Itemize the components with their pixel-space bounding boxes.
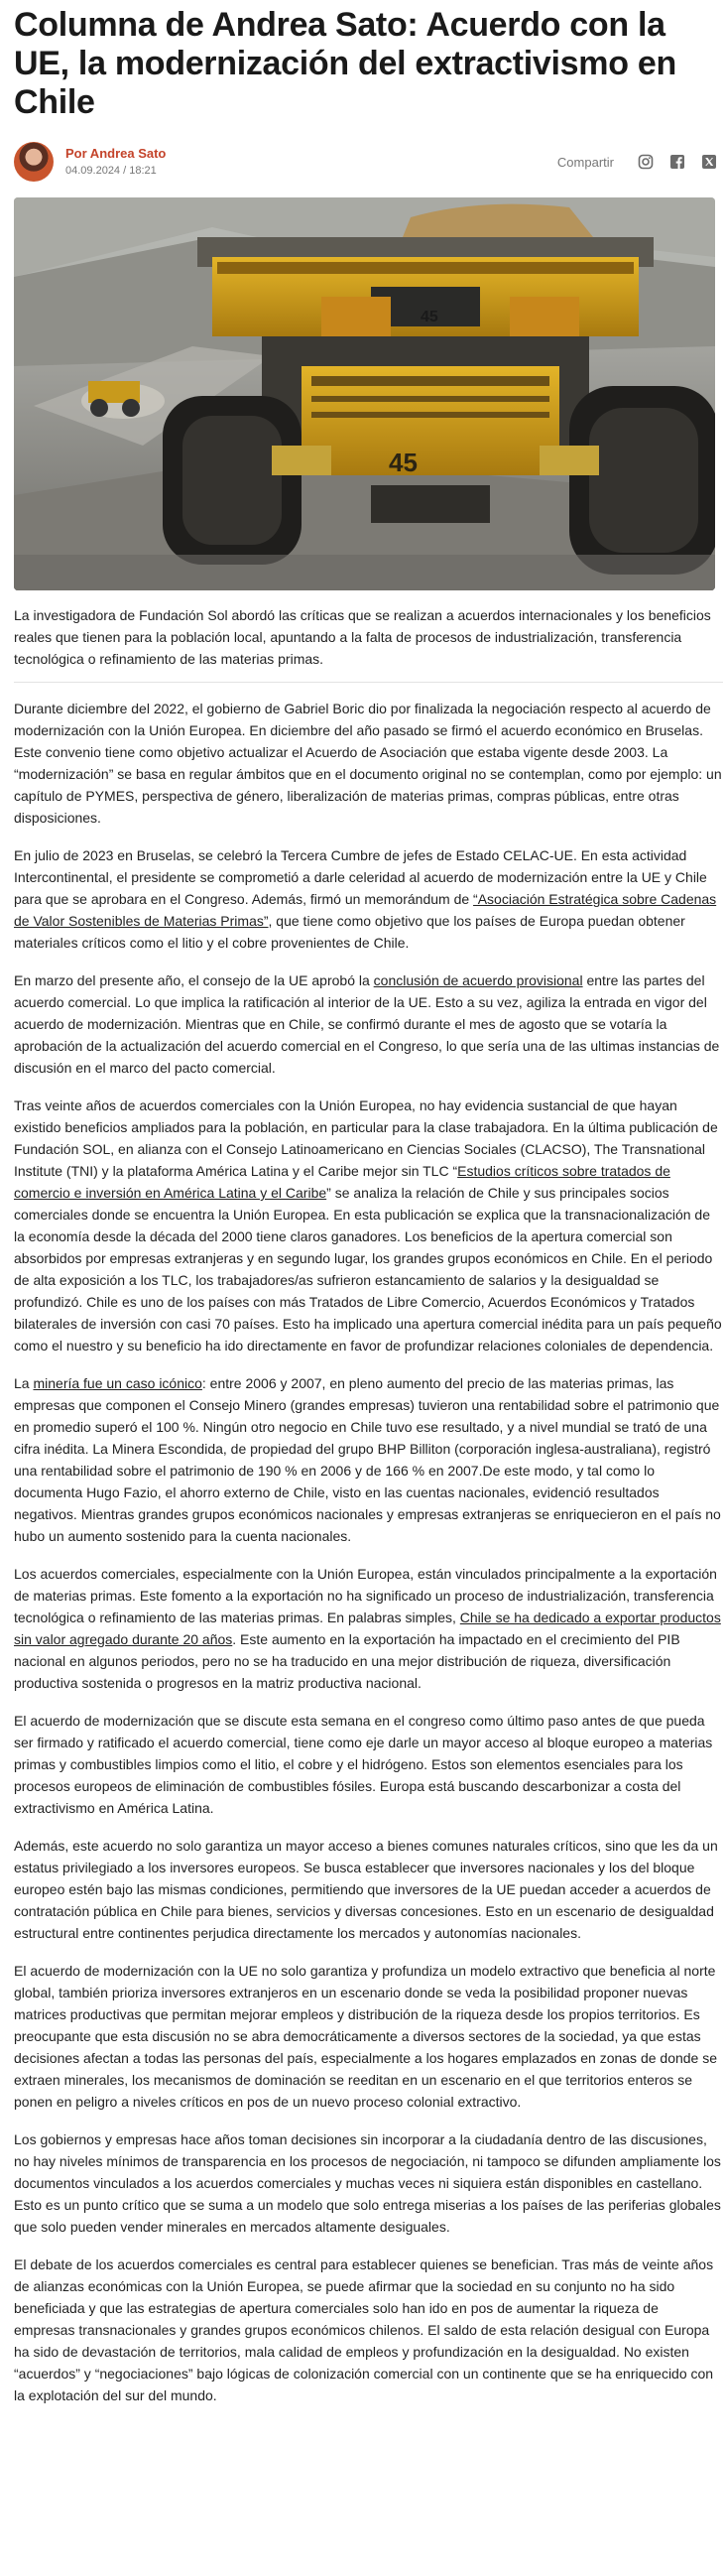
- facebook-icon[interactable]: [669, 154, 685, 170]
- paragraph-10: Los gobiernos y empresas hace años toman decisiones sin incorporar a la ciudadanía dentro de las discusiones, no hay niveles mínimos de transparencia en los procesos de negociación, ni tampoco se difunden ampliamente los documentos vinculados a los acuerdos comerciales y muchas veces ni siquiera están disponibles en castellano. Esto es un punto crítico que se suma a un modelo que solo entrega miserias a los países de las periferias globales que solo pueden vender minerales en mercados altamente desiguales.: [14, 2131, 721, 2235]
- share-bar: [557, 154, 717, 170]
- link-estudios-criticos[interactable]: Estudios críticos sobre tratados de comercio e inversión en América Latina y el Caribe: [14, 1163, 670, 1201]
- paragraph-4: Tras veinte años de acuerdos comerciales con la Unión Europea, no hay evidencia sustancial de que hayan existido beneficios ampliados para la población, en particular para la clase trabajadora. En la última publicación de Fundación SOL, en alianza con el Consejo Latinoamericano en Ciencias Sociales (CLACSO), The Transnational Institute (TNI) y la plataforma América Latina y el Caribe mejor sin TLC “Estudios críticos sobre tratados de comercio e inversión en América Latina y el Caribe” se analiza la relación de Chile y sus principales socios comerciales donde se encuentra la Unión Europea. En esta publicación se explica que la transnacionalización de la economía desde la década del 2000 tiene claros ganadores. Los beneficios de la apertura comercial son absorbidos por empresas extranjeras y en segundo lugar, los grandes grupos económicos en Chile. En el periodo de alta exposición a los TLC, los trabajadores/as sufrieron estancamiento de salarios y la desigualdad se profundizó. Chile es uno de los países con más Tratados de Libre Comercio, Acuerdos Económicos y Tratados bilaterales de inversión con casi 70 países. Esto ha implicado una apertura comercial inédita para un país pequeño como el nuestro y su beneficio ha ido directamente en favor de profundizar relaciones coloniales de dependencia.: [14, 1097, 722, 1353]
- link-asociacion-estrategica[interactable]: “Asociación Estratégica sobre Cadenas de Valor Sostenibles de Materias Primas”: [14, 891, 717, 929]
- article-title: Columna de Andrea Sato: Acuerdo con la UE, la modernización del extractivismo en Chile: [14, 6, 676, 121]
- truck-number-top: 45: [421, 309, 438, 325]
- x-icon[interactable]: [701, 154, 717, 170]
- paragraph-2: En julio de 2023 en Bruselas, se celebró la Tercera Cumbre de jefes de Estado CELAC-UE. En esta actividad Intercontinental, el presidente se comprometió a darle celeridad al acuerdo de modernización entre la UE y Chile para que se aprobara en el Congreso. Además, firmó un memorándum de “Asociación Estratégica sobre Cadenas de Valor Sostenibles de Materias Primas”, que tiene como objetivo que los países de Europa puedan obtener materiales críticos como el litio y el cobre provenientes de Chile.: [14, 847, 717, 951]
- mining-truck-photo: [14, 197, 715, 590]
- byline: [65, 145, 557, 179]
- article-lead: La investigadora de Fundación Sol abordó las críticas que se realizan a acuerdos internacionales y los beneficios reales que tienen para la población local, apuntando a la falta de procesos de industrialización, transferencia tecnológica o refinamiento de las materias primas.: [14, 604, 723, 683]
- paragraph-3: En marzo del presente año, el consejo de la UE aprobó la conclusión de acuerdo provisional entre las partes del acuerdo comercial. Lo que implica la ratificación al interior de la UE. Esto a su vez, agiliza la entrada en vigor del acuerdo de modernización. Mientras que en Chile, se confirmó durante el mes de agosto que se votaría la aprobación de la actualización del acuerdo comercial en el Congreso, lo que sería una de las ultimas instancias de discusión en el marco del pacto comercial.: [14, 972, 720, 1076]
- author-name[interactable]: Por Andrea Sato: [65, 146, 167, 161]
- paragraph-7: El acuerdo de modernización que se discute esta semana en el congreso como último paso antes de que pueda ser firmado y ratificado el acuerdo comercial, tiene como eje darle un mayor acceso al bloque europeo a materias primas y combustibles limpios como el litio, el cobre y el hidrógeno. Estos son elementos esenciales para los procesos europeos de eliminación de combustibles fósiles. Europa está buscando descarbonizar a costa del extractivismo en América Latina.: [14, 1713, 713, 1816]
- instagram-icon[interactable]: [638, 154, 654, 170]
- share-label: Compartir: [556, 154, 614, 170]
- paragraph-9: El acuerdo de modernización con la UE no solo garantiza y profundiza un modelo extractivo que beneficia al norte global, también prioriza inversores extranjeros en un escenario donde se veda la posibilidad proponer nuevas matrices productivas que permitan mejorar empleos y distribución de la riqueza desde los propios territorios. Es preocupante que esta discusión no se abra democráticamente a diversos sectores de la sociedad, ya que estas decisiones afectan a todas las personas del país, especialmente a los hogares emplazados en zonas de donde se extraen minerales, los mecanismos de dominación se reeditan en un escenario en el que territorios enteros se ponen en peligro a niveles críticos en pos de un nuevo proceso colonial extractivo.: [14, 1963, 718, 2110]
- author-avatar[interactable]: [14, 142, 54, 182]
- truck-number-front: 45: [389, 448, 418, 477]
- article-body: [14, 698, 723, 2406]
- link-mineria-caso-iconico[interactable]: minería fue un caso icónico: [33, 1375, 202, 1391]
- hero-image: [14, 197, 715, 590]
- paragraph-5: La minería fue un caso icónico: entre 2006 y 2007, en pleno aumento del precio de las materias primas, las empresas que componen el Consejo Minero (grandes empresas) tuvieron una rentabilidad sobre el patrimonio que en promedio superó el 100 %. Ningún otro negocio en Chile tuvo ese resultado, y a nivel mundial se trató de una cifra inédita. La Minera Escondida, de propiedad del grupo BHP Billiton (corporación inglesa-australiana), registró una rentabilidad sobre el patrimonio de 190 % en 2006 y de 166 % en 2007.De este modo, y tal como lo documenta Hugo Fazio, el ahorro externo de Chile, visto en las cuentas nacionales, evidenció resultados negativos. Mientras grandes grupos económicos nacionales y empresas extranjeras se enriquecieron en el país no hubo un aumento sostenido para la cuenta nacionales.: [14, 1375, 721, 1544]
- paragraph-1: Durante diciembre del 2022, el gobierno de Gabriel Boric dio por finalizada la negociación respecto al acuerdo de modernización con la Unión Europea. En diciembre del año pasado se firmó el acuerdo económico en Bruselas. Este convenio tiene como objetivo actualizar el Acuerdo de Asociación que estaba vigente desde 2003. La “modernización” se basa en regular ámbitos que en el documento original no se contemplan, como por ejemplo: un capítulo de PYMES, perspectiva de género, liberalización de materias primas, compras públicas, entre otras disposiciones.: [14, 701, 722, 826]
- paragraph-11: El debate de los acuerdos comerciales es central para establecer quienes se benefician. Tras más de veinte años de alianzas económicas con la Unión Europea, se puede afirmar que la sociedad en su conjunto no ha sido beneficiada y que las estrategias de apertura comerciales solo han ido en pos de aumentar la riqueza de empresas transnacionales y grandes grupos económicos chilenos. El saldo de esta relación desigual con Europa ha sido de devastación de territorios, mala calidad de empleos y profundización en la desigualdad. No existen “acuerdos” y “negociaciones” bajo lógicas de colonización comercial con un continente que se ha enriquecido con la explotación del sur del mundo.: [14, 2256, 714, 2403]
- paragraph-8: Además, este acuerdo no solo garantiza un mayor acceso a bienes comunes naturales críticos, sino que les da un estatus privilegiado a los inversores europeos. Se busca establecer que inversores nacionales y los del bloque europeo estén bajo las mismas condiciones, permitiendo que inversores de la UE puedan acceder a acuerdos de contratación pública en Chile para bienes, servicios y diversas concesiones. Esto en un escenario de desigualdad estructural entre continentes perjudica directamente los mercados y autonomías nacionales.: [14, 1838, 718, 1941]
- article-meta: [14, 140, 723, 184]
- link-exportar-sin-valor[interactable]: Chile se ha dedicado a exportar productos sin valor agregado durante 20 años: [14, 1610, 721, 1647]
- link-acuerdo-provisional[interactable]: conclusión de acuerdo provisional: [373, 972, 583, 988]
- paragraph-6: Los acuerdos comerciales, especialmente con la Unión Europea, están vinculados principalmente a la exportación de materias primas. Este fomento a la exportación no ha significado un proceso de industrialización, transferencia tecnológica o refinamiento de las materias primas. En palabras simples, Chile se ha dedicado a exportar productos sin valor agregado durante 20 años. Este aumento en la exportación ha impactado en el crecimiento del PIB nacional en algunos periodos, pero no se ha traducido en una mejor distribución de riqueza, diversificación productiva sostenida o progresos en la matriz productiva nacional.: [14, 1566, 721, 1691]
- publish-date: 04.09.2024 / 18:21: [65, 165, 157, 177]
